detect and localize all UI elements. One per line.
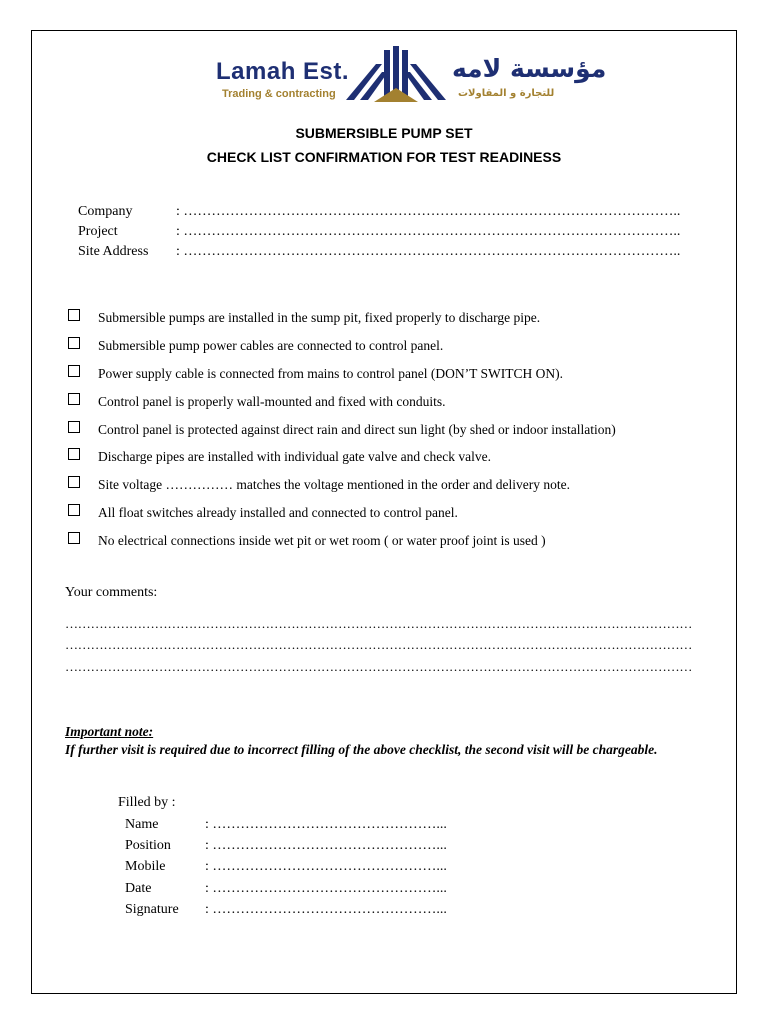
building-logo-icon: [346, 44, 446, 102]
project-label: Project: [78, 224, 118, 239]
comments-label: Your comments:: [65, 585, 158, 600]
company-name-english: Lamah Est.: [216, 58, 350, 85]
checkbox-power-cables[interactable]: [68, 337, 80, 349]
checklist-item: Control panel is protected against direct rain and direct sun light (by shed or indoor installation): [98, 422, 616, 437]
checklist-item: Site voltage …………… matches the voltage mentioned in the order and delivery note.: [98, 477, 570, 492]
checklist-item: Control panel is properly wall-mounted and fixed with conduits.: [98, 394, 446, 409]
checklist-item: Submersible pumps are installed in the sump pit, fixed properly to discharge pipe.: [98, 310, 541, 325]
checklist-item: No electrical connections inside wet pit or wet room ( or water proof joint is used ): [98, 533, 546, 548]
checkbox-site-voltage[interactable]: [68, 476, 80, 488]
company-tagline-english: Trading & contracting: [222, 88, 336, 100]
checklist-item: All float switches already installed and connected to control panel.: [98, 505, 458, 520]
comments-line[interactable]: …………………………………………………………………………………………………………………………………: [65, 637, 693, 652]
checkbox-panel-mounted[interactable]: [68, 393, 80, 405]
checkbox-discharge-pipes[interactable]: [68, 448, 80, 460]
important-note-text: If further visit is required due to incorrect filling of the above checklist, the second visit will be chargeable.: [65, 742, 658, 757]
checkbox-panel-protected[interactable]: [68, 421, 80, 433]
mobile-field[interactable]: : …………………………………………...: [205, 859, 447, 874]
date-label: Date: [125, 881, 152, 896]
filled-by-label: Filled by :: [118, 795, 176, 810]
important-note-title: Important note:: [65, 724, 154, 739]
mobile-label: Mobile: [125, 859, 166, 874]
checkbox-no-wet-connections[interactable]: [68, 532, 80, 544]
comments-line[interactable]: …………………………………………………………………………………………………………………………………: [65, 659, 693, 674]
project-field[interactable]: : ……………………………………………………………………………………………..: [176, 224, 681, 239]
site-address-label: Site Address: [78, 244, 149, 259]
date-field[interactable]: : …………………………………………...: [205, 881, 447, 896]
position-field[interactable]: : …………………………………………...: [205, 838, 447, 853]
position-label: Position: [125, 838, 171, 853]
name-label: Name: [125, 817, 159, 832]
signature-label: Signature: [125, 902, 179, 917]
document-title: SUBMERSIBLE PUMP SET: [295, 125, 473, 141]
checkbox-float-switches[interactable]: [68, 504, 80, 516]
document-subtitle: CHECK LIST CONFIRMATION FOR TEST READINESS: [206, 149, 562, 165]
checklist-item: Power supply cable is connected from mains to control panel (DON’T SWITCH ON).: [98, 366, 564, 381]
company-label: Company: [78, 204, 133, 219]
checkbox-pumps-installed[interactable]: [68, 309, 80, 321]
comments-line[interactable]: …………………………………………………………………………………………………………………………………: [65, 616, 693, 631]
site-address-field[interactable]: : ……………………………………………………………………………………………..: [176, 244, 681, 259]
checklist-item: Submersible pump power cables are connected to control panel.: [98, 338, 444, 353]
name-field[interactable]: : …………………………………………...: [205, 817, 447, 832]
signature-field[interactable]: : …………………………………………...: [205, 902, 447, 917]
company-field[interactable]: : ……………………………………………………………………………………………..: [176, 204, 681, 219]
checklist-item: Discharge pipes are installed with individual gate valve and check valve.: [98, 449, 491, 464]
checkbox-power-supply[interactable]: [68, 365, 80, 377]
company-tagline-arabic: للتجارة و المقاولات: [458, 88, 555, 99]
company-name-arabic: مؤسسة لامه: [452, 54, 607, 83]
